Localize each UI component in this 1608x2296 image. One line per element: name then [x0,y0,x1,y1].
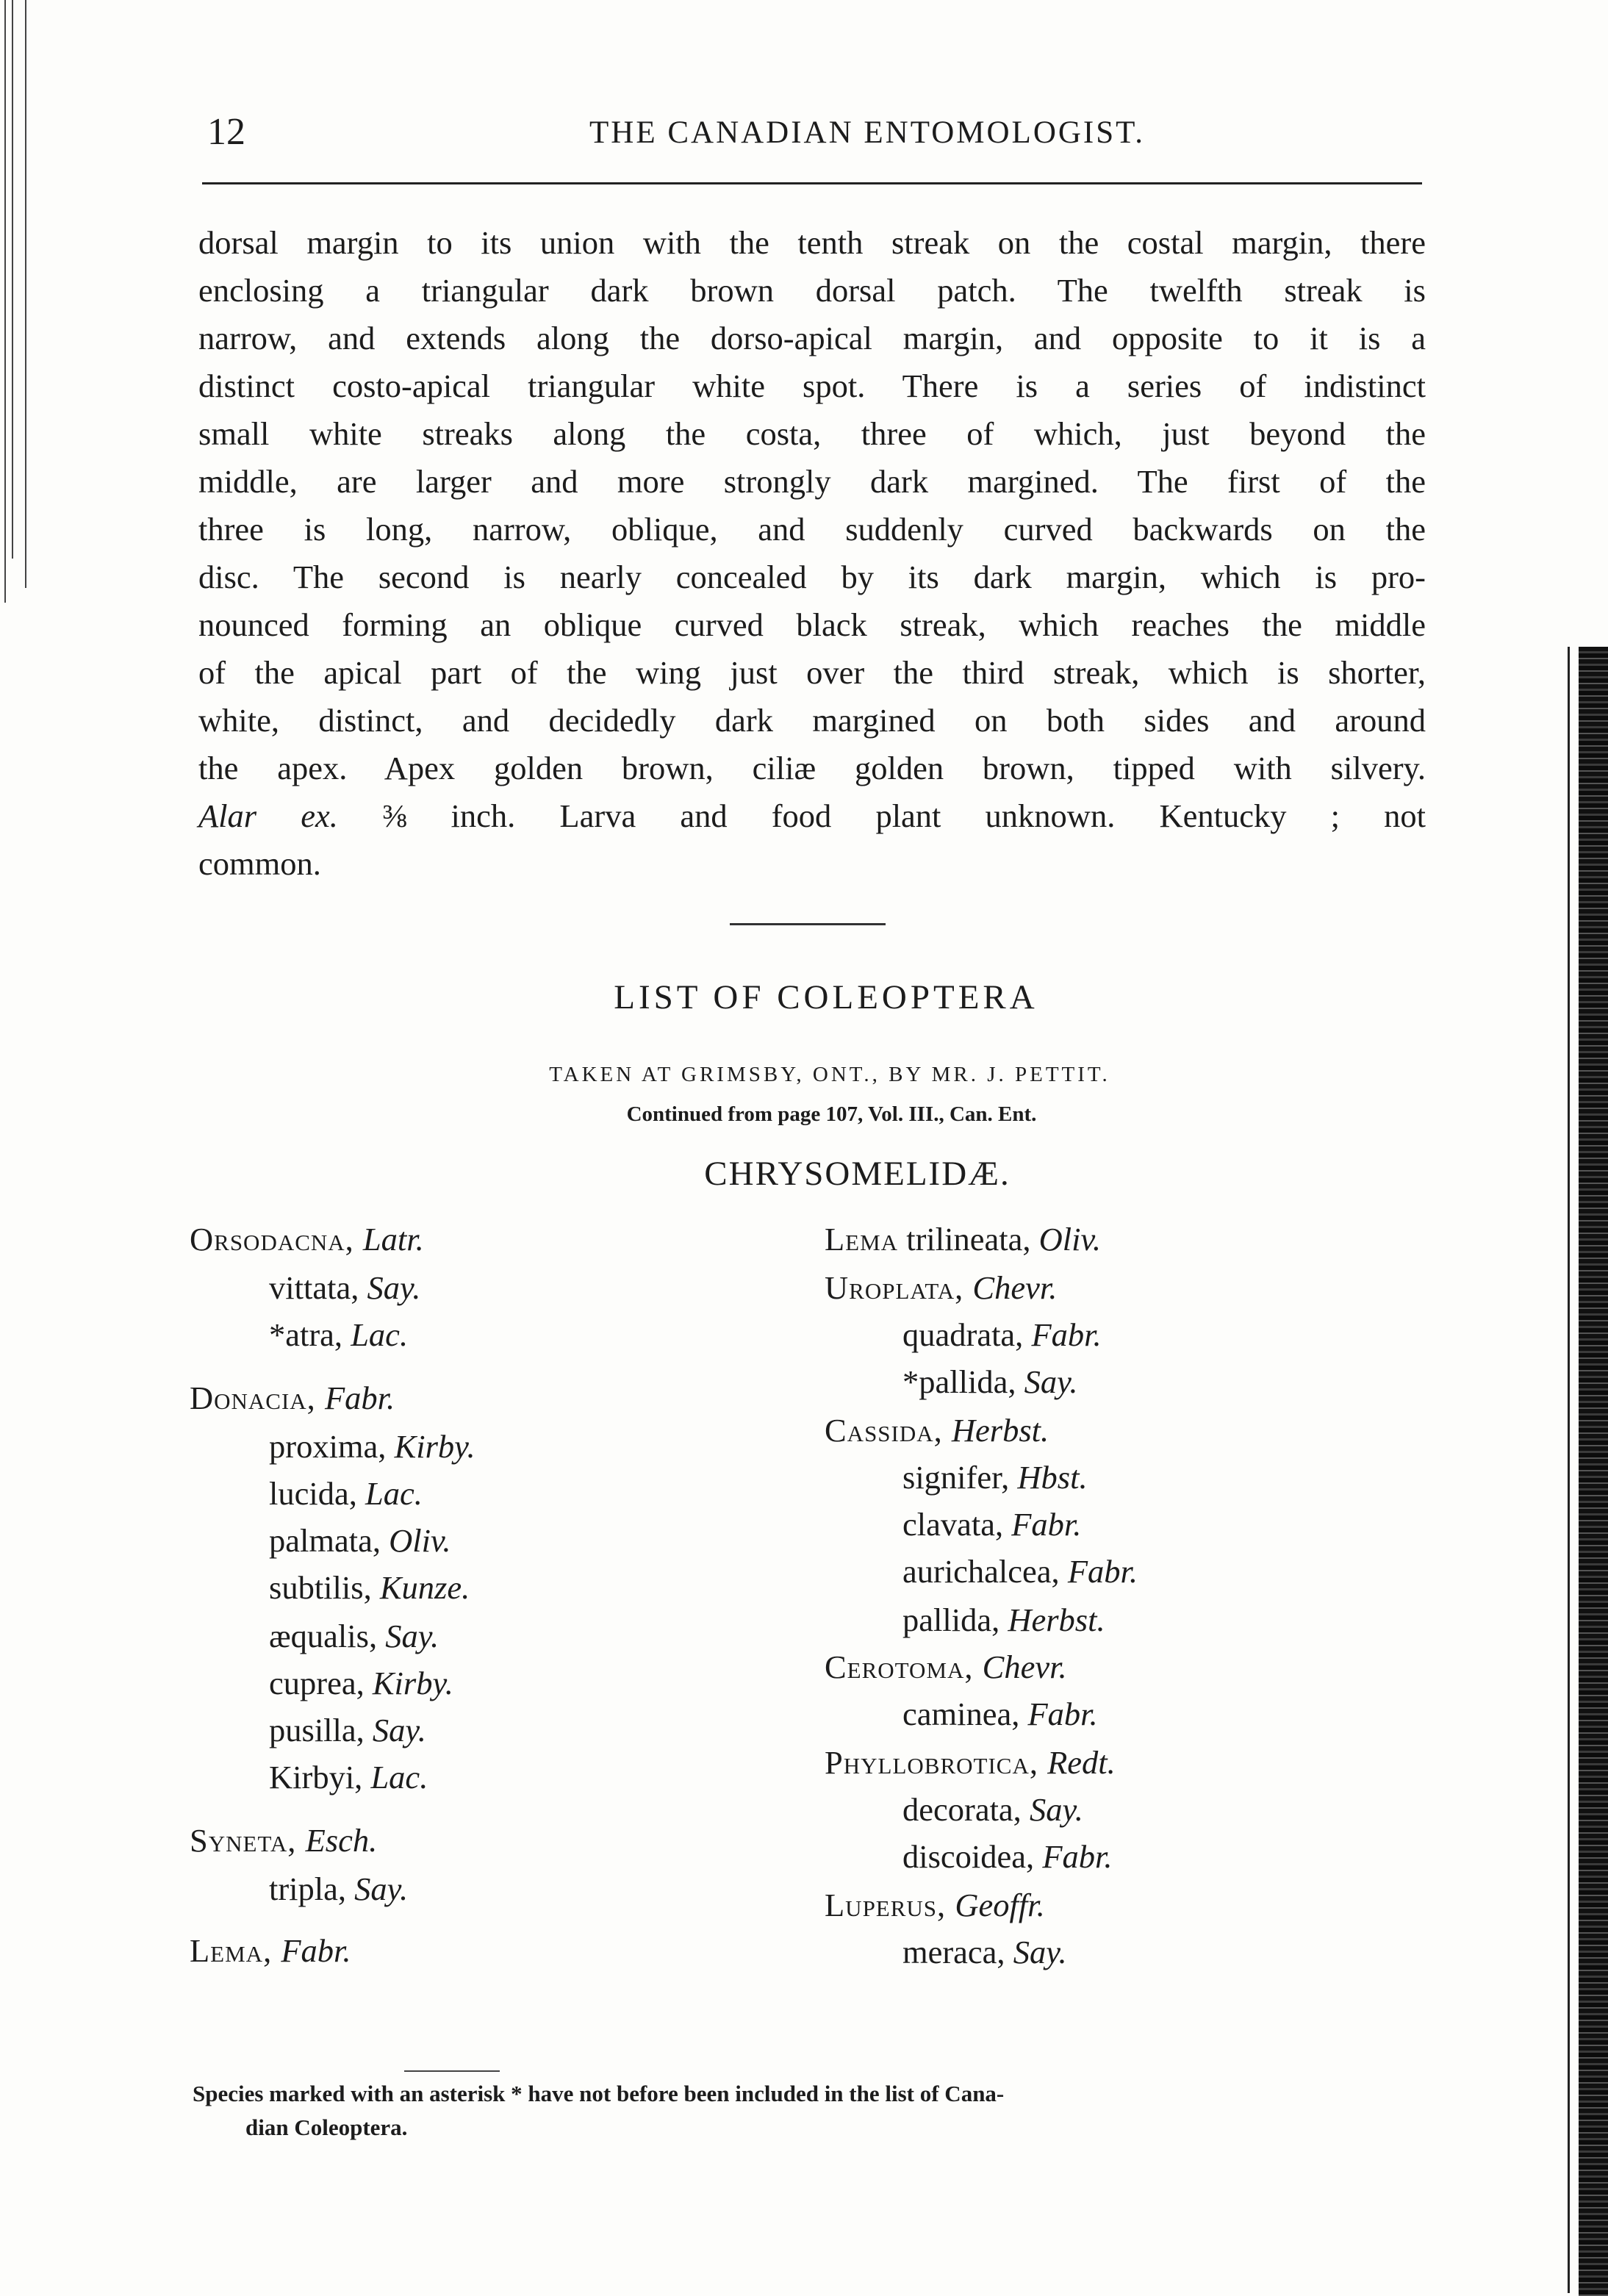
author-abbrev: Kirby. [372,1665,453,1701]
species-entry [902,1458,1088,1496]
author-abbrev: Oliv. [1038,1221,1102,1258]
journal-title: THE CANADIAN ENTOMOLOGIST. [589,115,1145,150]
genus-entry [190,1379,395,1417]
author-abbrev: Chevr. [972,1269,1058,1306]
genus-entry [190,1220,424,1258]
author-abbrev: Say. [354,1870,409,1907]
species-entry [902,1933,1067,1971]
species-name: lucida, [269,1475,365,1512]
author-abbrev: Say. [367,1269,421,1306]
genus-entry [825,1269,1057,1307]
species-entry [902,1552,1138,1590]
species-entry [269,1664,453,1702]
section-divider [730,923,886,925]
species-entry [269,1269,420,1307]
author-abbrev: Redt. [1047,1744,1116,1781]
species-entry [269,1870,408,1908]
body-line: white, distinct, and decidedly dark margined on both sides and around [198,702,1426,739]
genus-entry [825,1220,1101,1258]
author-abbrev: Chevr. [982,1649,1067,1685]
footnote-line: Species marked with an asterisk * have not before been included in the list of Cana- [193,2081,1005,2106]
author-abbrev: Fabr. [1042,1838,1113,1875]
author-abbrev: Oliv. [389,1522,451,1559]
species-name: æqualis, [269,1618,386,1654]
genus-entry [825,1648,1067,1686]
header-rule [202,182,1422,184]
species-entry [269,1758,428,1796]
body-line: the apex. Apex golden brown, ciliæ golden brown, tipped with silvery. [198,750,1426,786]
author-abbrev: Geoffr. [955,1887,1045,1923]
species-name: tripla, [269,1870,355,1907]
species-name: trilineata, [898,1221,1039,1258]
body-line: dorsal margin to its union with the tenth streak on the costal margin, there [198,224,1426,261]
genus-name: Uroplata, [825,1269,973,1306]
author-abbrev: Fabr. [1031,1316,1102,1353]
author-abbrev: Say. [372,1712,426,1748]
species-entry [269,1521,451,1560]
genus-name: Orsodacna, [190,1221,363,1258]
genus-entry [825,1743,1116,1782]
list-source: Continued from page 107, Vol. III., Can. Ent. [626,1102,1037,1126]
genus-name: Cerotoma, [825,1649,983,1685]
species-entry [902,1505,1081,1543]
body-line: nounced forming an oblique curved black streak, which reaches the middle [198,606,1426,643]
alar-rest: ⅜ inch. Larva and food plant unknown. Kentucky ; not [337,797,1426,834]
body-line: enclosing a triangular dark brown dorsal patch. The twelfth streak is [198,272,1426,309]
body-line: disc. The second is nearly concealed by its dark margin, which is pro- [198,559,1426,595]
scan-edge-shadow [1579,647,1608,2296]
alar-label: Alar ex. [198,797,338,834]
genus-name: Lema [825,1221,899,1258]
genus-name: Donacia, [190,1380,325,1416]
genus-name: Cassida, [825,1412,952,1449]
author-abbrev: Fabr. [1067,1553,1138,1590]
author-abbrev: Say. [1013,1934,1067,1970]
family-heading: CHRYSOMELIDÆ. [704,1155,1011,1193]
footnote-line: dian Coleoptera. [245,2114,408,2140]
genus-entry [825,1411,1049,1449]
species-entry [902,1790,1083,1829]
species-name: discoidea, [902,1838,1043,1875]
species-name: signifer, [902,1459,1018,1496]
list-title: LIST OF COLEOPTERA [614,978,1038,1016]
species-entry [269,1711,426,1749]
species-name: pallida, [902,1601,1008,1638]
author-abbrev: Kirby. [394,1428,475,1465]
species-entry [902,1695,1098,1733]
body-line: small white streaks along the costa, three of which, just beyond the [198,415,1426,452]
species-name: caminea, [902,1696,1028,1732]
species-name: *atra, [269,1316,351,1353]
scan-edge-line [1568,647,1570,2293]
species-entry [902,1363,1078,1401]
body-line: common. [198,845,321,882]
author-abbrev: Lac. [370,1759,428,1795]
genus-name: Lema, [190,1932,281,1969]
species-name: subtilis, [269,1569,380,1606]
species-entry [902,1601,1105,1639]
species-name: clavata, [902,1506,1012,1543]
author-abbrev: Fabr. [1011,1506,1082,1543]
author-abbrev: Hbst. [1017,1459,1088,1496]
species-entry [902,1837,1113,1876]
body-line-alar [198,792,1426,840]
author-abbrev: Kunze. [379,1569,470,1606]
body-line: three is long, narrow, oblique, and suddenly curved backwards on the [198,511,1426,548]
species-entry [269,1316,408,1354]
binding-edge [3,0,29,603]
author-abbrev: Lac. [351,1316,409,1353]
author-abbrev: Herbst. [951,1412,1049,1449]
species-name: *pallida, [902,1363,1024,1400]
body-line: narrow, and extends along the dorso-apical margin, and opposite to it is a [198,320,1426,356]
footnote [193,2077,1427,2145]
species-entry [269,1568,470,1607]
genus-entry [190,1821,377,1859]
species-entry [269,1427,475,1466]
species-entry [269,1474,423,1513]
page-number: 12 [207,111,245,153]
author-abbrev: Fabr. [324,1380,395,1416]
species-name: quadrata, [902,1316,1032,1353]
species-name: proxima, [269,1428,395,1465]
body-paragraph [198,219,1426,888]
running-header [198,110,1426,162]
species-name: Kirbyi, [269,1759,371,1795]
species-entry [902,1316,1102,1354]
genus-entry [825,1886,1045,1924]
body-line: middle, are larger and more strongly dark margined. The first of the [198,463,1426,500]
species-name: palmata, [269,1522,390,1559]
species-entry [269,1617,439,1655]
genus-name: Luperus, [825,1887,955,1923]
genus-name: Phyllobrotica, [825,1744,1048,1781]
species-name: meraca, [902,1934,1013,1970]
species-name: pusilla, [269,1712,373,1748]
author-abbrev: Fabr. [1027,1696,1098,1732]
genus-name: Syneta, [190,1822,306,1859]
author-abbrev: Esch. [305,1822,378,1859]
footnote-rule [404,2070,500,2072]
species-name: aurichalcea, [902,1553,1068,1590]
species-name: decorata, [902,1791,1030,1828]
author-abbrev: Say. [1024,1363,1078,1400]
genus-entry [190,1931,351,1970]
author-abbrev: Say. [1029,1791,1083,1828]
body-line: of the apical part of the wing just over the third streak, which is shorter, [198,654,1426,691]
species-name: cuprea, [269,1665,373,1701]
body-line: distinct costo-apical triangular white spot. There is a series of indistinct [198,367,1426,404]
author-abbrev: Herbst. [1008,1601,1105,1638]
species-name: vittata, [269,1269,367,1306]
list-subtitle: TAKEN AT GRIMSBY, ONT., BY MR. J. PETTIT. [549,1063,1110,1086]
author-abbrev: Lac. [365,1475,423,1512]
author-abbrev: Fabr. [281,1932,351,1969]
author-abbrev: Latr. [362,1221,424,1258]
author-abbrev: Say. [385,1618,439,1654]
